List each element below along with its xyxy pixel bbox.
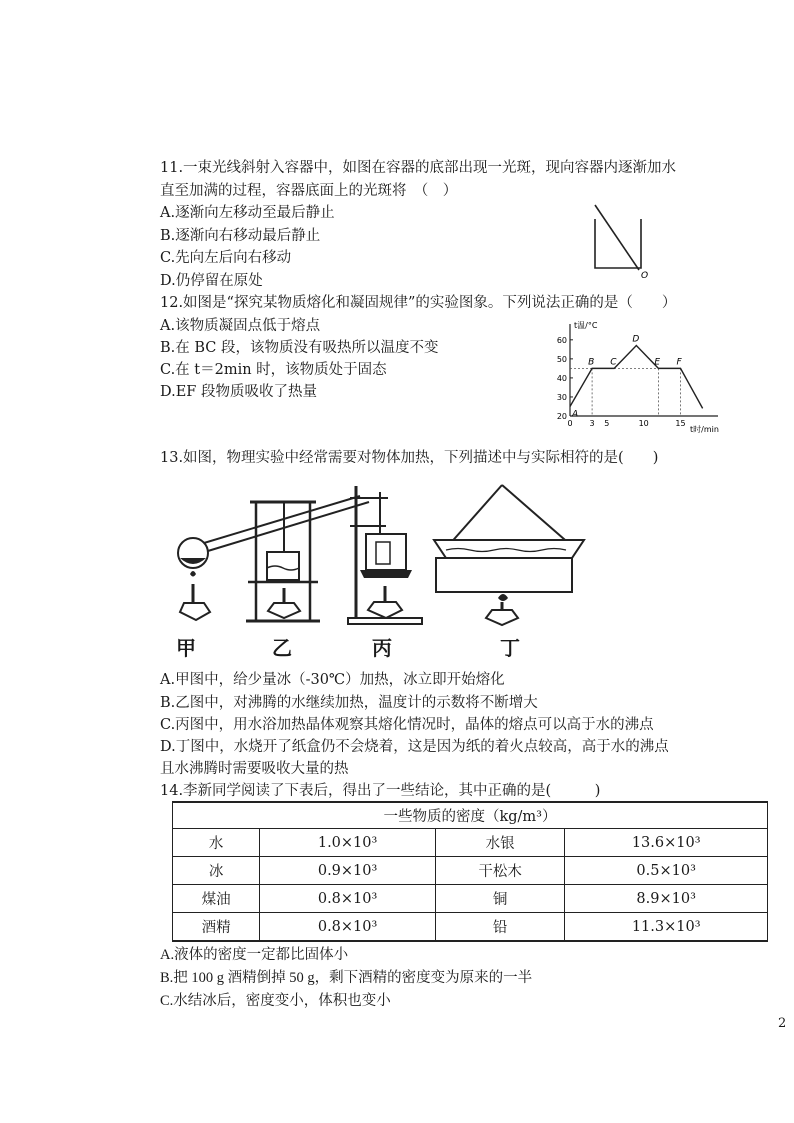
melting-curve-chart xyxy=(548,318,728,436)
table-row xyxy=(173,829,768,857)
table-caption: 一些物质的密度（kg/m³） xyxy=(173,802,768,829)
x-tick-label: 0 xyxy=(567,419,573,428)
point-label-f: F xyxy=(676,357,682,368)
q13-option-d-continued: 且水沸腾时需要吸收大量的热 xyxy=(160,761,349,777)
q12-option-d: D.EF 段物质吸收了热量 xyxy=(160,384,317,400)
table-cell: 13.6×10³ xyxy=(565,829,768,857)
q11-option-b: B.逐渐向右移动最后静止 xyxy=(160,228,321,244)
water-bath-apparatus xyxy=(348,486,422,624)
point-label-d: D xyxy=(632,334,640,345)
table-cell: 8.9×10³ xyxy=(565,885,768,913)
figure-label-ding: 丁 xyxy=(500,636,520,660)
q12-stem: 12.如图是“探究某物质熔化和凝固规律”的实验图象。下列说法正确的是（ ） xyxy=(160,295,677,311)
y-tick-label: 60 xyxy=(556,335,567,345)
table-cell: 干松木 xyxy=(435,857,564,885)
q13-option-d: D.丁图中，水烧开了纸盒仍不会烧着，这是因为纸的着火点较高，高于水的沸点 xyxy=(160,739,669,755)
table-caption-row xyxy=(173,802,768,829)
q14-stem: 14.李新同学阅读了下表后，得出了一些结论，其中正确的是( ) xyxy=(160,783,601,799)
q14-option-c: C.水结冰后，密度变小，体积也变小 xyxy=(160,993,391,1009)
q12-option-c: C.在 t＝2min 时，该物质处于固态 xyxy=(160,362,387,378)
page-number: 2 xyxy=(778,1016,787,1031)
q11-stem-line2: 直至加满的过程，容器底面上的光斑将 （ ） xyxy=(160,183,458,199)
table-cell: 1.0×10³ xyxy=(260,829,436,857)
figure-label-jia: 甲 xyxy=(176,636,196,660)
point-label-e: E xyxy=(654,357,661,368)
x-tick-label: 3 xyxy=(589,419,595,428)
point-label-b: B xyxy=(588,357,595,368)
x-axis-label: t时/min xyxy=(690,425,719,434)
table-cell: 0.9×10³ xyxy=(260,857,436,885)
q12-option-a: A.该物质凝固点低于熔点 xyxy=(160,318,321,334)
paper-box-apparatus xyxy=(434,485,584,625)
q13-heating-figures xyxy=(160,478,770,660)
q14-option-a: A.液体的密度一定都比固体小 xyxy=(160,947,349,963)
y-tick-label: 50 xyxy=(556,354,567,364)
q12-option-b: B.在 BC 段，该物质没有吸热所以温度不变 xyxy=(160,340,439,356)
beaker-thermometer-apparatus xyxy=(246,502,320,621)
q11-option-c: C.先向左后向右移动 xyxy=(160,250,292,266)
y-tick-label: 20 xyxy=(556,412,567,421)
table-cell: 0.8×10³ xyxy=(260,913,436,942)
table-cell: 水 xyxy=(173,829,260,857)
q11-option-d: D.仍停留在原处 xyxy=(160,273,263,289)
q14-option-b: B.把 100 g 酒精倒掉 50 g，剩下酒精的密度变为原来的一半 xyxy=(160,970,533,986)
point-label-c: C xyxy=(610,357,617,368)
figure-label-bing: 丙 xyxy=(372,636,392,660)
table-cell: 煤油 xyxy=(173,885,260,913)
y-tick-label: 30 xyxy=(556,392,567,402)
q11-container-figure xyxy=(585,203,665,279)
table-cell: 水银 xyxy=(435,829,564,857)
figure-label-yi: 乙 xyxy=(272,636,292,660)
table-cell: 冰 xyxy=(173,857,260,885)
x-tick-label: 10 xyxy=(638,419,649,428)
q13-option-b: B.乙图中，对沸腾的水继续加热，温度计的示数将不断增大 xyxy=(160,695,538,711)
temperature-curve xyxy=(570,346,703,409)
q13-stem: 13.如图，物理实验中经常需要对物体加热，下列描述中与实际相符的是( ) xyxy=(160,450,659,466)
density-table xyxy=(172,801,768,942)
q11-stem-line1: 11.一束光线斜射入容器中，如图在容器的底部出现一光斑，现向容器内逐渐加水 xyxy=(160,160,677,176)
table-row xyxy=(173,885,768,913)
point-label-a: A xyxy=(572,409,579,420)
x-tick-label: 5 xyxy=(604,419,610,428)
table-row xyxy=(173,857,768,885)
table-cell: 11.3×10³ xyxy=(565,913,768,942)
y-axis-label: t温/°C xyxy=(574,321,598,330)
table-cell: 0.5×10³ xyxy=(565,857,768,885)
q11-point-label: O xyxy=(641,271,649,279)
q13-option-a: A.甲图中，给少量冰（-30℃）加热，冰立即开始熔化 xyxy=(160,672,505,688)
table-cell: 0.8×10³ xyxy=(260,885,436,913)
x-tick-label: 15 xyxy=(675,419,686,428)
table-cell: 酒精 xyxy=(173,913,260,942)
q13-option-c: C.丙图中，用水浴加热晶体观察其熔化情况时，晶体的熔点可以高于水的沸点 xyxy=(160,717,654,733)
table-row xyxy=(173,913,768,942)
table-cell: 铜 xyxy=(435,885,564,913)
y-tick-label: 40 xyxy=(556,373,567,383)
q11-option-a: A.逐渐向左移动至最后静止 xyxy=(160,205,335,221)
table-cell: 铅 xyxy=(435,913,564,942)
